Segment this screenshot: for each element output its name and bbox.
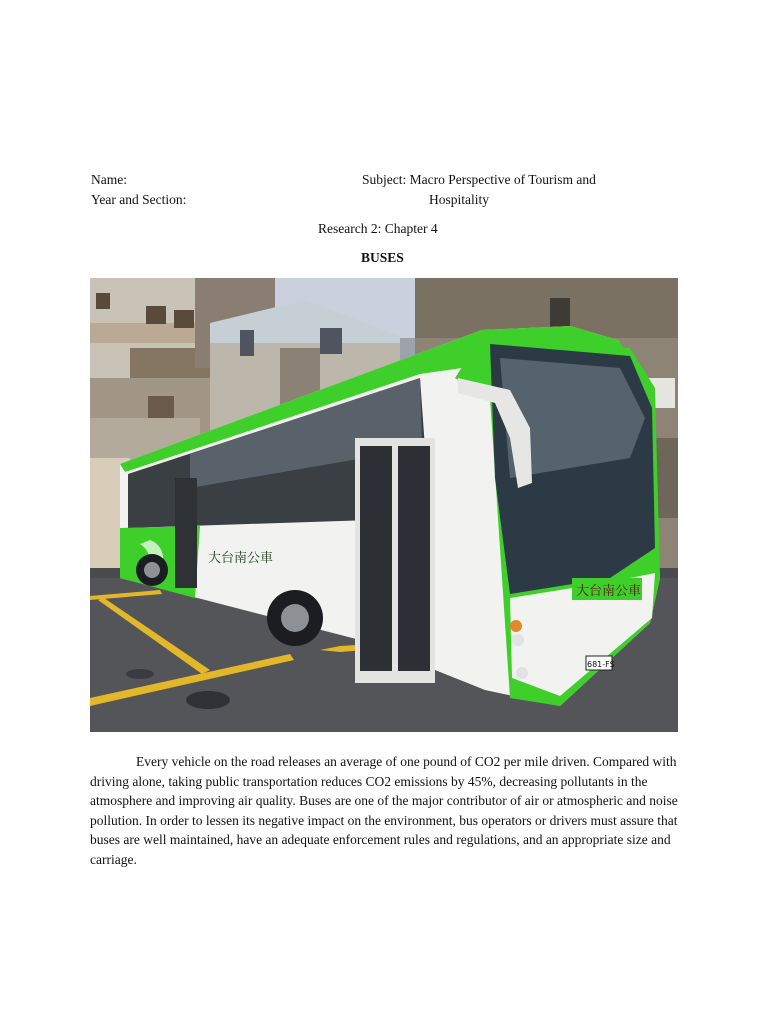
bus-side-text: 大台南公車 [208,551,274,566]
license-plate: 681-FS [587,660,615,669]
year-section-label: Year and Section: [91,192,187,207]
bus-front-text: 大台南公車 [576,584,642,599]
subject-line-2: Hospitality [429,192,489,207]
body-paragraph [90,752,682,870]
paragraph-text: Every vehicle on the road releases an average of one pound of CO2 per mile driven. Compared with driving alone, taking public transportation reduces CO2 emissions by 45%, decreasing pollutants in the atmosphere and improving air quality. Buses are one of the major contributor of air or atmospheric and noise pollution. In order to lessen its negative impact on the environment, bus operators or drivers must assure that buses are well maintained, have an adequate enforcement rules and regulations, and an appropriate size and carriage. [90,754,678,867]
name-label: Name: [91,172,127,187]
subject-line-1: Subject: Macro Perspective of Tourism and [362,172,596,187]
research-heading: Research 2: Chapter 4 [318,221,438,236]
document-title: BUSES [361,250,404,265]
bus-photo [90,278,678,732]
